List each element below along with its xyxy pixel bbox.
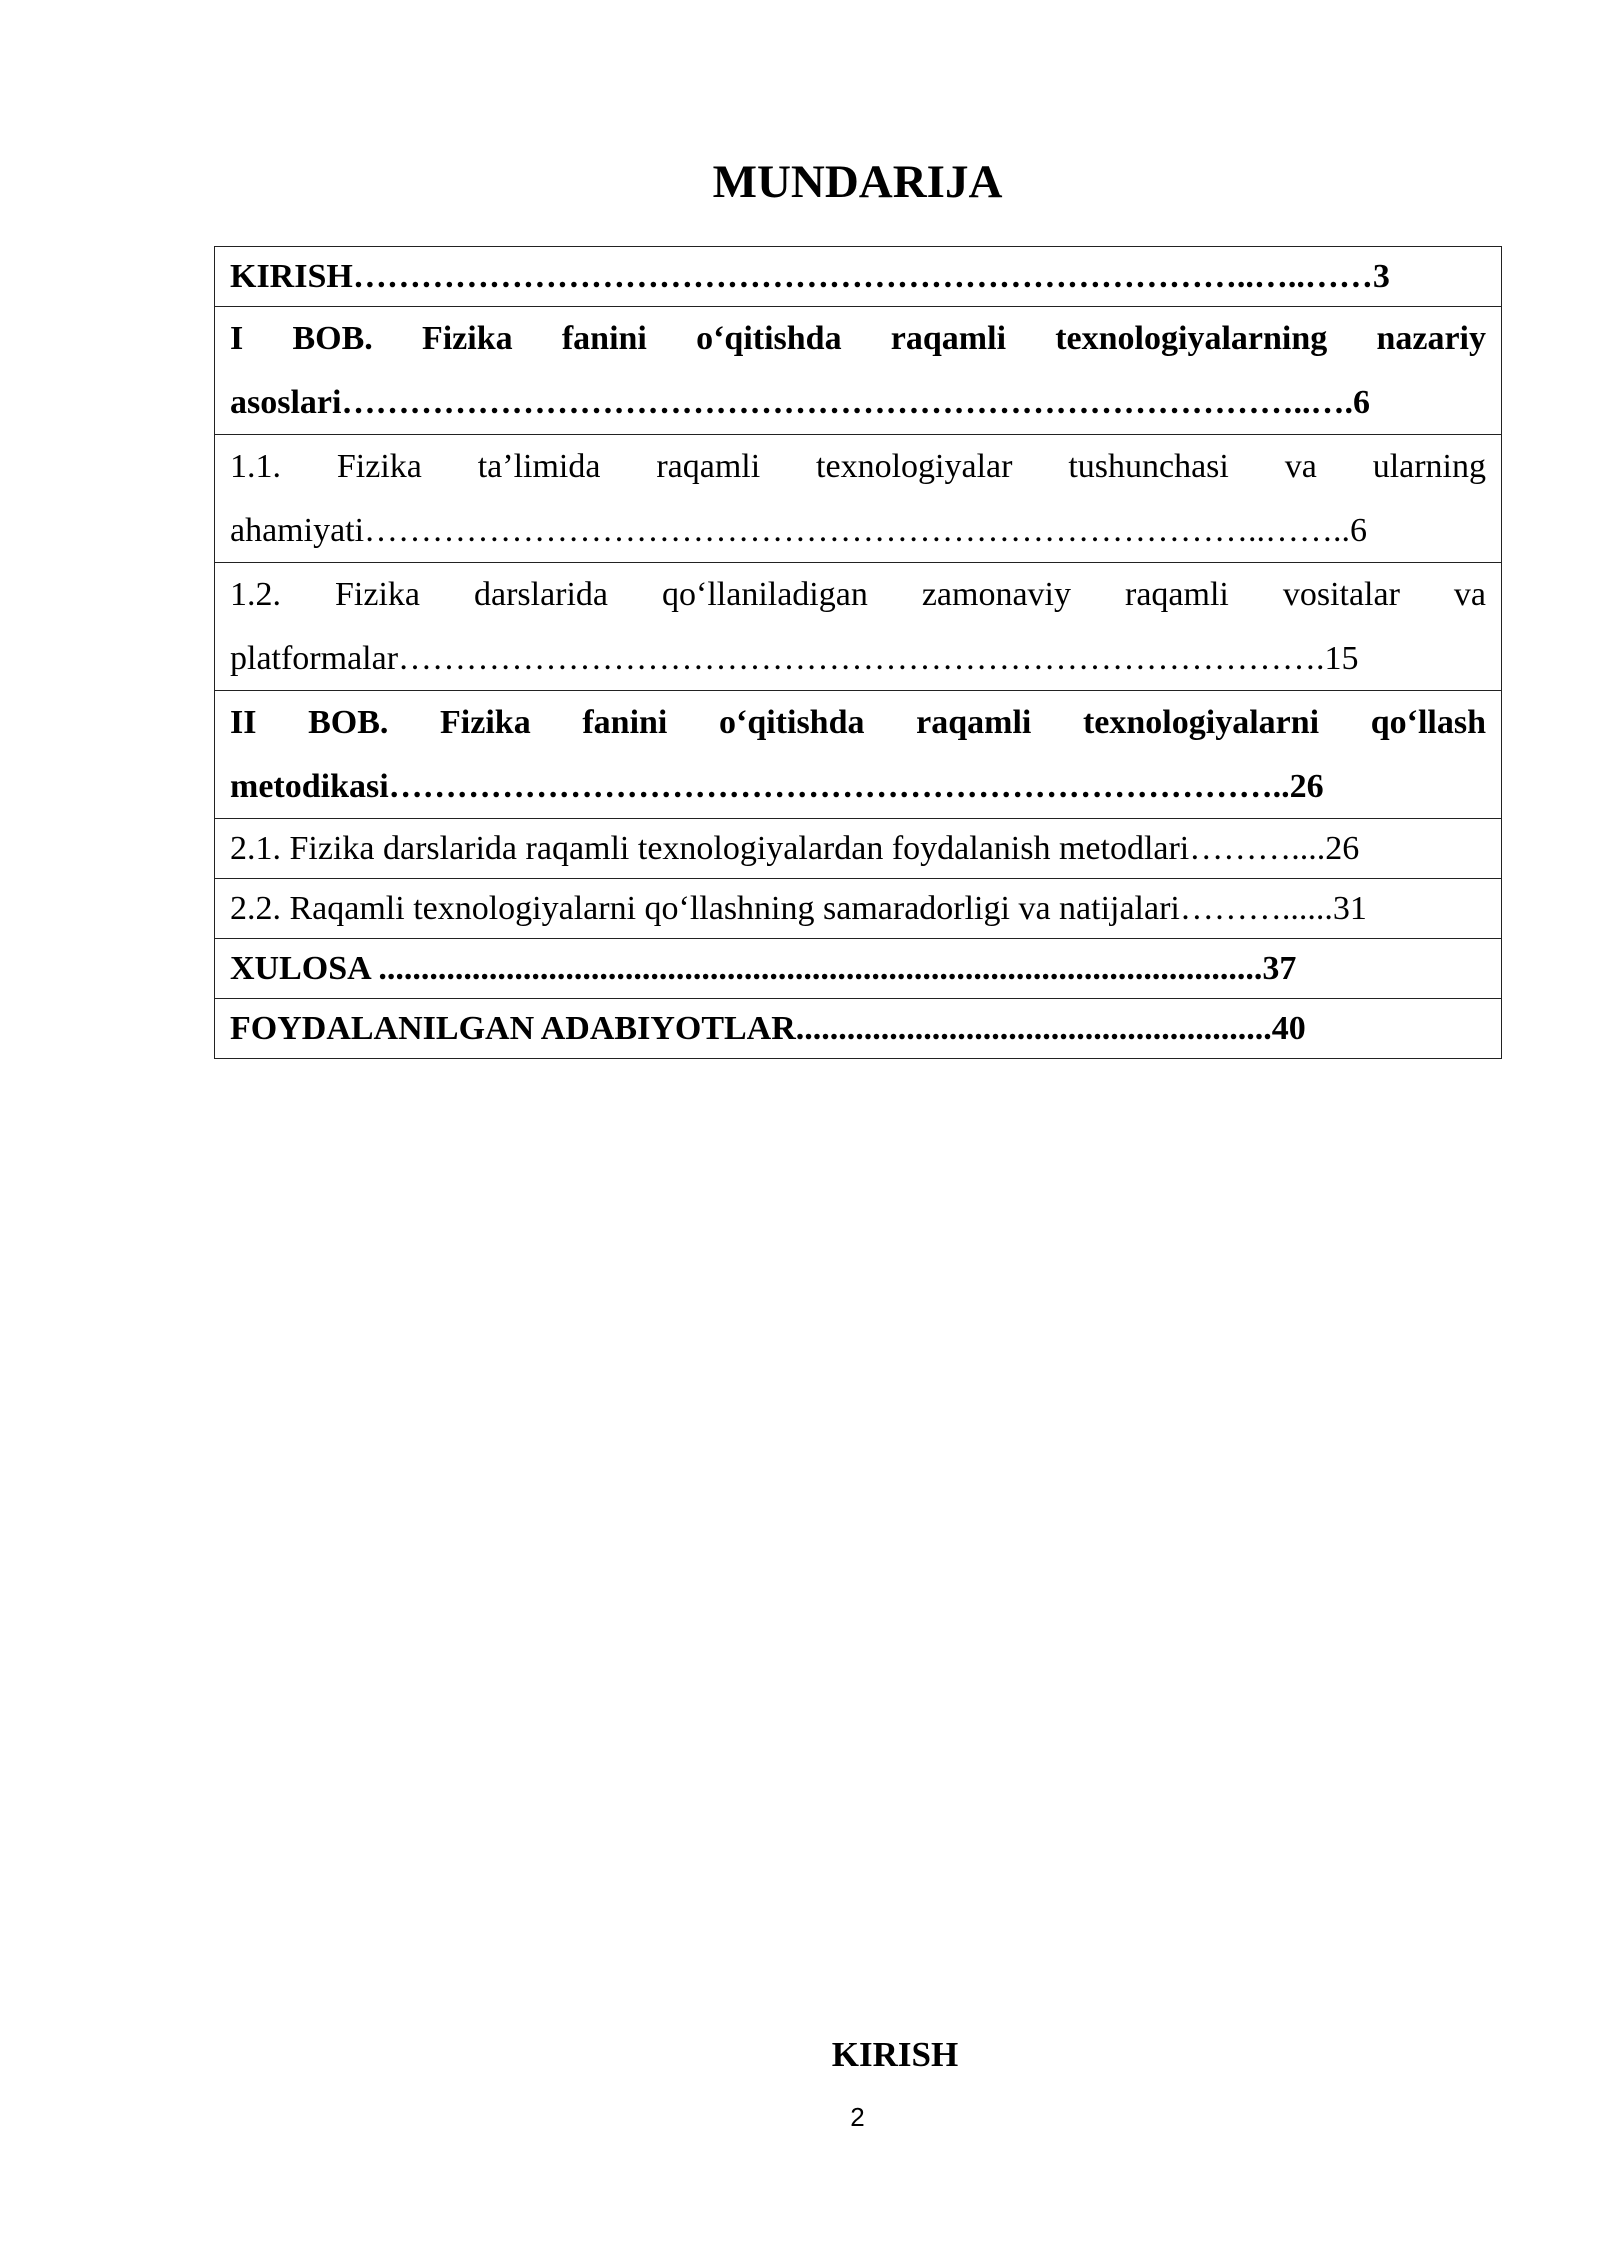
toc-entry-text: I BOB. Fizika fanini o‘qitishda raqamli texnologiyalarning nazariy asoslari…………………………………………………………………………..….6 (215, 307, 1502, 435)
toc-entry-section-2-1[interactable] (215, 819, 1502, 879)
toc-entry-adabiyotlar[interactable] (215, 999, 1502, 1059)
toc-entry-text: KIRISH……………………………………………………………………..…..……3 (215, 247, 1502, 307)
toc-entry-section-1-1[interactable] (215, 435, 1502, 563)
toc-entry-text: XULOSA ........................................................................................................37 (215, 939, 1502, 999)
toc-entry-text: FOYDALANILGAN ADABIYOTLAR........................................................40 (215, 999, 1502, 1059)
toc-heading: MUNDARIJA (712, 156, 1003, 208)
toc-entry-text: 1.2. Fizika darslarida qo‘llaniladigan zamonaviy raqamli vositalar va platformalar……………………………………………………………………….15 (215, 563, 1502, 691)
toc-entry-section-2-2[interactable] (215, 879, 1502, 939)
next-section-heading: KIRISH (831, 2035, 959, 2074)
toc-entry-section-1-2[interactable] (215, 563, 1502, 691)
toc-entry-text: II BOB. Fizika fanini o‘qitishda raqamli texnologiyalarni qo‘llash metodikasi……………………………………………………………………..26 (215, 691, 1502, 819)
table-of-contents (214, 246, 1502, 1059)
toc-entry-kirish[interactable] (215, 247, 1502, 307)
toc-entry-text: 2.2. Raqamli texnologiyalarni qo‘llashning samaradorligi va natijalari………......31 (215, 879, 1502, 939)
toc-entry-text: 2.1. Fizika darslarida raqamli texnologiyalardan foydalanish metodlari………....26 (215, 819, 1502, 879)
toc-entry-text: 1.1. Fizika ta’limida raqamli texnologiyalar tushunchasi va ularning ahamiyati……………………………………………………………………..……..6 (215, 435, 1502, 563)
toc-entry-chapter-2[interactable] (215, 691, 1502, 819)
page-number: 2 (850, 2102, 865, 2132)
toc-entry-chapter-1[interactable] (215, 307, 1502, 435)
toc-entry-xulosa[interactable] (215, 939, 1502, 999)
